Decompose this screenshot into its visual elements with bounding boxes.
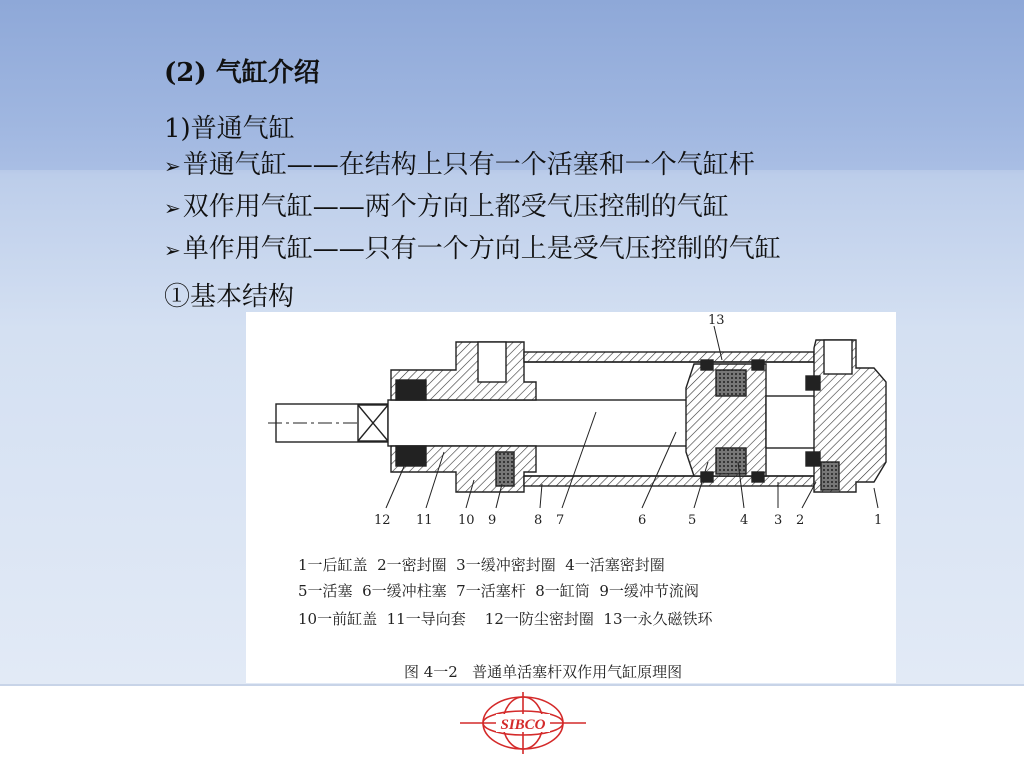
legend-line: 1一后缸盖 2一密封圈 3一缓冲密封圈 4一活塞密封圈 <box>298 556 665 574</box>
arrow-bullet-icon: ➢ <box>164 196 181 220</box>
part-label: 3 <box>774 513 783 528</box>
subtitle: 1)普通气缸 <box>164 114 295 144</box>
part-label: 10 <box>458 513 475 528</box>
bullet-item <box>164 228 781 265</box>
rear-cover <box>806 340 886 492</box>
part-label: 9 <box>488 513 497 528</box>
sibco-logo <box>458 690 588 756</box>
logo-text: SIBCO <box>500 717 546 733</box>
part-label: 1 <box>874 513 883 528</box>
part-label: 12 <box>374 513 391 528</box>
part-label: 5 <box>688 513 697 528</box>
part-label: 2 <box>796 513 805 528</box>
arrow-bullet-icon: ➢ <box>164 238 181 262</box>
part-label: 4 <box>740 513 749 528</box>
cylinder-diagram <box>246 312 896 683</box>
legend-line: 5一活塞 6一缓冲柱塞 7一活塞杆 8一缸筒 9一缓冲节流阀 <box>298 582 699 600</box>
bullet-text: 普通气缸——在结构上只有一个活塞和一个气缸杆 <box>182 150 755 180</box>
piston <box>686 360 766 482</box>
bullet-item <box>164 144 755 181</box>
bullet-text: 单作用气缸——只有一个方向上是受气压控制的气缸 <box>182 234 781 264</box>
part-label: 6 <box>638 513 647 528</box>
bullet-item <box>164 186 729 223</box>
part-label: 8 <box>534 513 543 528</box>
legend-line: 10一前缸盖 11一导向套 12一防尘密封圈 13一永久磁铁环 <box>298 610 713 628</box>
part-label: 11 <box>416 513 433 528</box>
section-heading: ①基本结构 <box>164 282 295 312</box>
figure-caption: 图 4一2 普通单活塞杆双作用气缸原理图 <box>404 663 683 681</box>
part-label: 7 <box>556 513 565 528</box>
arrow-bullet-icon: ➢ <box>164 154 181 178</box>
bullet-text: 双作用气缸——两个方向上都受气压控制的气缸 <box>182 192 729 222</box>
logo-icon <box>458 690 588 756</box>
slide-title: (2) 气缸介绍 <box>164 58 320 88</box>
part-label-13: 13 <box>708 313 725 328</box>
